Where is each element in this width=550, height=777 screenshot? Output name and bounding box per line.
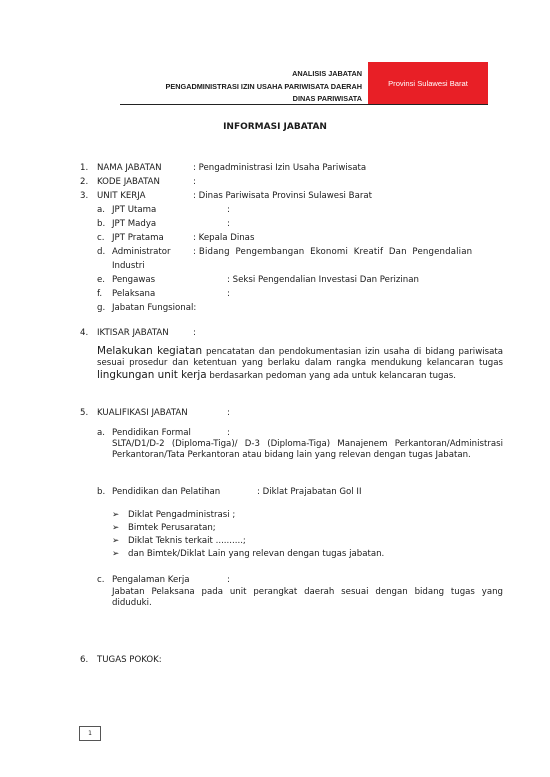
header-line-3: DINAS PARIWISATA [292, 94, 362, 104]
sub-letter: d. [97, 247, 106, 257]
section-colon: : [227, 408, 230, 418]
sub-letter: g. [97, 303, 106, 313]
sub-value: : [227, 219, 230, 229]
section-label: IKTISAR JABATAN [97, 328, 169, 338]
sub-letter: f. [97, 289, 103, 299]
item-label: NAMA JABATAN [97, 163, 162, 173]
province-badge [368, 62, 488, 104]
sub-label: Pengalaman Kerja [112, 575, 190, 585]
page-number: 1 [88, 730, 92, 737]
pengalaman-kerja-text: Jabatan Pelaksana pada unit perangkat daerah sesuai dengan bidang tugas yang diduduki. [112, 587, 503, 609]
sub-letter: a. [97, 428, 105, 438]
sub-letter: e. [97, 275, 106, 285]
header-line-1: ANALISIS JABATAN [292, 69, 362, 78]
sub-value: : [227, 205, 230, 215]
header-line-2: PENGADMINISTRASI IZIN USAHA PARIWISATA DAERAH [165, 81, 362, 91]
sub-label: JPT Utama [112, 205, 157, 215]
sub-value-continued: Industri [112, 261, 145, 271]
arrow-bullet-icon: ➢ [112, 510, 120, 520]
ikhtisar-lead: Melakukan kegiatan [97, 345, 203, 357]
list-item: Diklat Teknis terkait ..........; [128, 536, 246, 546]
section-label: KUALIFIKASI JABATAN [97, 408, 188, 418]
arrow-bullet-icon: ➢ [112, 549, 120, 559]
sub-colon: : [227, 428, 230, 438]
item-num: 1. [80, 163, 89, 173]
sub-value: : Bidang Pengembangan Ekonomi Kreatif Dan Pengendalian [193, 247, 473, 257]
sub-value: : Seksi Pengendalian Investasi Dan Perizinan [227, 275, 419, 285]
sub-value: : Kepala Dinas [193, 233, 255, 243]
sub-value: : [227, 289, 230, 299]
section-num: 5. [80, 408, 89, 418]
sub-label: Pendidikan dan Pelatihan [112, 487, 221, 497]
pendidikan-formal-text: SLTA/D1/D-2 (Diploma-Tiga)/ D-3 (Diploma-Tiga) Manajenem Perkantoran/Administrasi Perkantoran/Tata Perkantoran atau bidang lain yang relevan dengan tugas Jabatan. [112, 439, 503, 461]
ikhtisar-text: pencatatan dan pendokumentasian izin usaha di bidang pariwisata sesuai prosedur dan ketentuan yang berlaku dalam rangka mendukung kelancaran tugas [97, 347, 503, 369]
sub-label: Jabatan Fungsional: [112, 303, 197, 313]
sub-colon: : [227, 575, 230, 585]
section-colon: : [193, 328, 196, 338]
header-titles [120, 68, 362, 106]
province-label: Provinsi Sulawesi Barat [388, 78, 468, 88]
sub-letter: c. [97, 233, 105, 243]
sub-label: Administrator [112, 247, 171, 257]
sub-letter: b. [97, 219, 106, 229]
item-label: UNIT KERJA [97, 191, 146, 201]
arrow-bullet-icon: ➢ [112, 523, 120, 533]
ikhtisar-text-end: berdasarkan pedoman yang ada untuk kelancaran tugas. [206, 370, 456, 381]
item-label: KODE JABATAN [97, 177, 160, 187]
sub-letter: a. [97, 205, 105, 215]
sub-letter: c. [97, 575, 105, 585]
item-num: 2. [80, 177, 89, 187]
sub-value: : Diklat Prajabatan Gol II [257, 487, 362, 497]
ikhtisar-paragraph [97, 346, 503, 382]
item-value: : Dinas Pariwisata Provinsi Sulawesi Barat [193, 191, 373, 201]
ikhtisar-emphasis: lingkungan unit kerja [97, 368, 207, 381]
item-value: : [193, 177, 196, 187]
item-value: : Pengadministrasi Izin Usaha Pariwisata [193, 163, 367, 173]
list-item: dan Bimtek/Diklat Lain yang relevan dengan tugas jabatan. [128, 549, 385, 559]
sub-label: Pengawas [112, 275, 156, 285]
arrow-bullet-icon: ➢ [112, 536, 120, 546]
section-num: 4. [80, 328, 89, 338]
section-label: TUGAS POKOK: [97, 655, 162, 665]
section-num: 6. [80, 655, 89, 665]
sub-label: Pelaksana [112, 289, 156, 299]
header-rule [120, 104, 488, 105]
sub-label: JPT Pratama [112, 233, 164, 243]
page-number-box [79, 726, 101, 741]
sub-label: Pendidikan Formal [112, 428, 191, 438]
list-item: Diklat Pengadministrasi ; [128, 510, 236, 520]
page-title: INFORMASI JABATAN [223, 122, 327, 132]
sub-letter: b. [97, 487, 106, 497]
sub-label: JPT Madya [112, 219, 157, 229]
item-num: 3. [80, 191, 89, 201]
list-item: Bimtek Perusaratan; [128, 523, 216, 533]
